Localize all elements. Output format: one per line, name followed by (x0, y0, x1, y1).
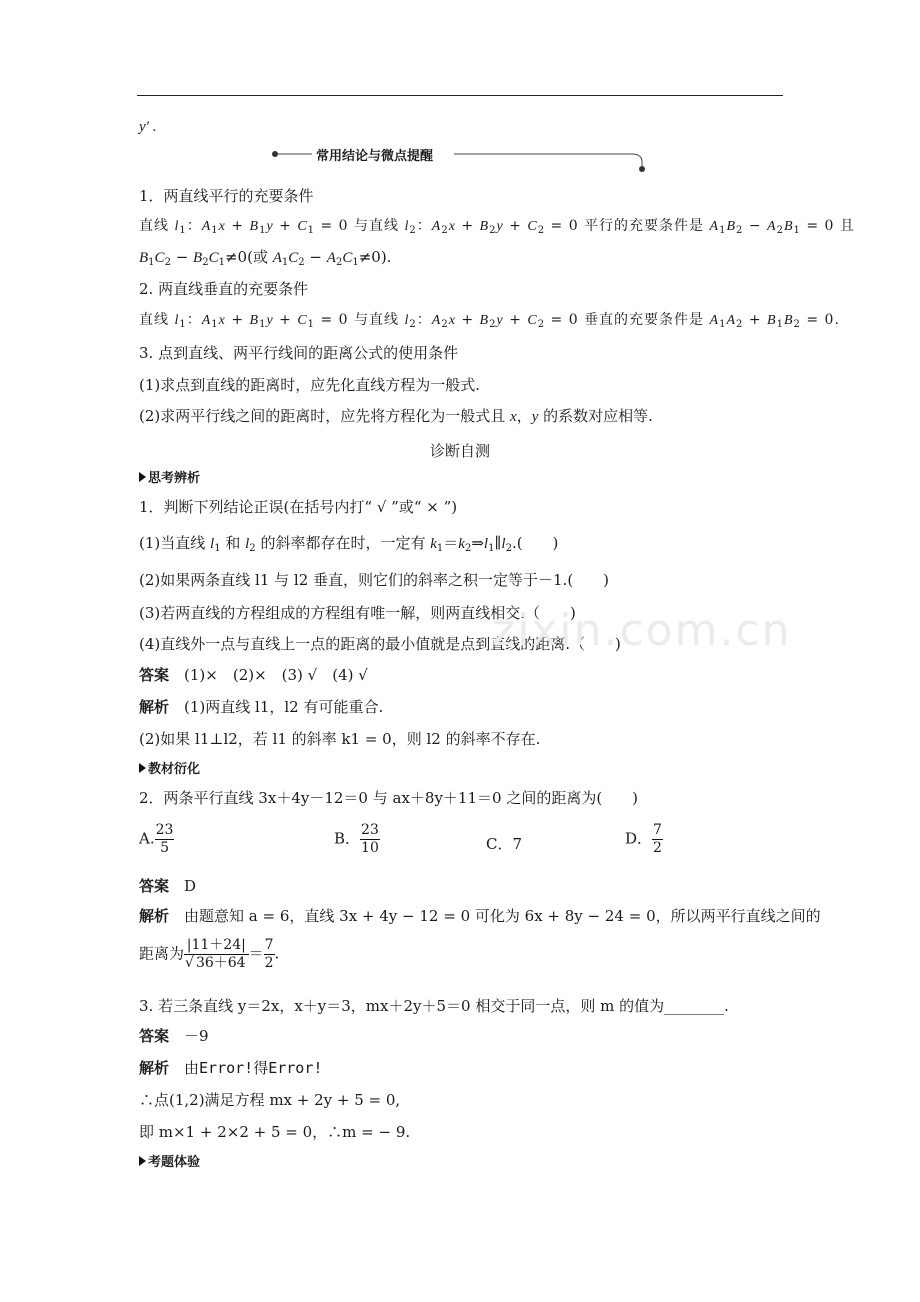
q1-analysis1: 解析 (1)两直线 l1，l2 有可能重合. (139, 698, 384, 716)
tip3-item1: (1)求点到直线的距离时，应先化直线方程为一般式. (139, 376, 481, 394)
watermark: zixin.com.cn (492, 605, 792, 656)
q2-option-c[interactable]: C．7 (486, 835, 523, 853)
q3-stem: 3. 若三条直线 y＝2x，x＋y＝3，mx＋2y＋5＝0 相交于同一点，则 m 的值为________. (139, 997, 729, 1015)
tip1-title: 1．两直线平行的充要条件 (139, 187, 314, 205)
q2-option-d[interactable]: D． $\frac{7}{2}$ (625, 822, 662, 856)
q2-analysis-line1: 解析 由题意知 a = 6，直线 3x + 4y − 12 = 0 可化为 6x + 8y − 24 = 0，所以两平行直线之间的 (139, 907, 821, 925)
tip1-body-line2: $B_1C_2 - B_2C_1\ne 0$(或 $A_1C_2 - A_2C_1\ne 0$). (139, 248, 392, 268)
q1-item1: (1)当直线 $l_1$ 和 $l_2$ 的斜率都存在时，一定有 $k_1=k_2\Rightarrow l_1\parallel l_2$.( ) (139, 534, 559, 554)
q2-stem: 2．两条平行直线 3x＋4y－12＝0 与 ax＋8y＋11＝0 之间的距离为( ) (139, 789, 639, 807)
q1-answer: 答案 (1)× (2)× (3) √ (4) √ (139, 666, 368, 684)
tip2-title: 2. 两直线垂直的充要条件 (139, 280, 309, 298)
q3-answer: 答案 －9 (139, 1027, 209, 1045)
q1-stem: 1．判断下列结论正误(在括号内打“ √ ”或“ × ”) (139, 498, 458, 516)
tips-banner (270, 144, 650, 174)
triangle-bullet-icon (139, 763, 146, 773)
q3-analysis3: 即 m×1 + 2×2 + 5 = 0，∴m = − 9. (139, 1123, 411, 1141)
q2-option-b[interactable]: B． $\frac{23}{10}$ (334, 822, 379, 856)
q1-item2: (2)如果两条直线 l1 与 l2 垂直，则它们的斜率之积一定等于－1.( ) (139, 571, 610, 589)
q1-item4: (4)直线外一点与直线上一点的距离的最小值就是点到直线的距离.（ ) (139, 635, 621, 653)
q1-item3: (3)若两直线的方程组成的方程组有唯一解，则两直线相交.（ ) (139, 604, 576, 622)
section-title: 诊断自测 (429, 442, 490, 460)
header-rule (137, 95, 783, 96)
subsection-thinking: 思考辨析 (139, 469, 200, 489)
tip3-title: 3. 点到直线、两平行线间的距离公式的使用条件 (139, 344, 459, 362)
q2-option-a[interactable]: A. $\frac{23}{5}$ (139, 822, 174, 856)
continuation-text: y′ . (139, 119, 157, 135)
tip1-body-line1: 直线 $l_1$：$A_1x + B_1y + C_1 = 0$ 与直线 $l_2$：$A_2x + B_2y + C_2 = 0$ 平行的充要条件是 $A_1B_2 - A_2B_1 = 0$ 且 (139, 218, 855, 236)
q3-analysis2: ∴点(1,2)满足方程 mx + 2y + 5 = 0, (139, 1091, 401, 1109)
banner-title: 常用结论与微点提醒 (316, 149, 434, 164)
q2-analysis-line2: 距离为 $\frac{|11+24|}{√ 36+64}$ ＝ $\frac{7}{2}$ . (139, 937, 280, 971)
subsection-exam: 考题体验 (139, 1153, 200, 1173)
subsection-textbook: 教材衍化 (139, 760, 200, 780)
triangle-bullet-icon (139, 472, 146, 482)
tip3-item2: (2)求两平行线之间的距离时，应先将方程化为一般式且 x，y 的系数对应相等. (139, 407, 653, 425)
q3-analysis1: 解析 由Error!得Error! (139, 1059, 323, 1077)
triangle-bullet-icon (139, 1156, 146, 1166)
q1-analysis2: (2)如果 l1⊥l2，若 l1 的斜率 k1 = 0，则 l2 的斜率不存在. (139, 730, 541, 748)
q2-answer: 答案 D (139, 877, 197, 895)
tip2-body: 直线 $l_1$：$A_1x + B_1y + C_1 = 0$ 与直线 $l_2$：$A_2x + B_2y + C_2 = 0$ 垂直的充要条件是 $A_1A_2 + B_1B_2 = 0$. (139, 312, 840, 330)
